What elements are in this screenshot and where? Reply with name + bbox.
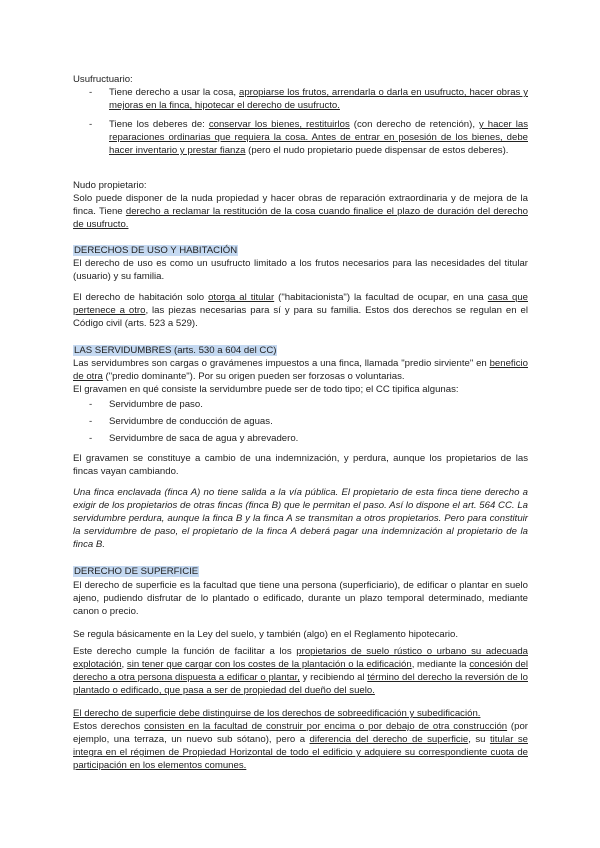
uso-paragraph-1: El derecho de uso es como un usufructo limitado a los frutos necesarios para las necesidades del titular (usuario) y su familia.	[73, 258, 528, 282]
list-item	[73, 398, 528, 411]
text-run: Solo puede disponer de la nuda propiedad y hacer obras de reparación extraordinaria y de mejora de la finca. Tiene	[73, 193, 528, 217]
underlined-text: propietarios de suelo rústico o urbano su adecuada explotación	[73, 646, 528, 670]
servidumbres-paragraph-2: El gravamen en qué consiste la servidumbre puede ser de todo tipo; el CC tipifica algunas:	[73, 384, 459, 395]
dash-bullet: -	[89, 433, 93, 444]
underlined-text: concesión del derecho a otra persona dispuesta a edificar o plantar,	[73, 659, 528, 683]
dash-bullet: -	[89, 119, 93, 130]
superficie-paragraph-3	[73, 645, 528, 697]
text-run: , las piezas necesarias para sí y para su familia. Estos dos derechos se regulan en el Código civil (arts. 523 a 529).	[73, 305, 528, 329]
section-heading-servidumbres	[73, 344, 528, 357]
text-run: y recibiendo al	[299, 672, 368, 683]
usufructuario-label: Usufructuario:	[73, 74, 133, 85]
text-run: Las servidumbres son cargas o gravámenes impuestos a una finca, llamada "predio sirviente" en	[73, 358, 490, 369]
dash-bullet: -	[89, 399, 93, 410]
underlined-text: término del derecho la reversión de lo plantado o edificado, que pasa a ser de propiedad del dueño del suelo.	[73, 672, 528, 696]
heading-text: DERECHOS DE USO Y HABITACIÓN	[74, 245, 238, 256]
underlined-text: y hacer las reparaciones ordinarias que requiera la cosa. Antes de entrar en posesión de los bienes, debe hacer inventario y prestar fianza	[109, 119, 528, 156]
text-run: , mediante la	[411, 659, 470, 670]
underlined-text: casa que pertenece a otro	[73, 292, 528, 316]
superficie-paragraph-2: Se regula básicamente en la Ley del suelo, y también (algo) en el Reglamento hipotecario.	[73, 629, 459, 640]
text-run: Tiene los deberes de:	[109, 119, 209, 130]
text-run: ("predio dominante"). Por su origen pueden ser forzosas o voluntarias.	[102, 371, 405, 382]
heading-text: LAS SERVIDUMBRES (arts. 530 a 604 del CC)	[74, 345, 277, 356]
list-item	[73, 86, 528, 112]
superficie-paragraph-4-heading: El derecho de superficie debe distinguirse de los derechos de sobreedificación y subedificación.	[73, 708, 481, 719]
list-item-text: Servidumbre de paso.	[109, 399, 203, 410]
nudo-label: Nudo propietario:	[73, 180, 147, 191]
text-run: , su	[468, 734, 490, 745]
text-run: El derecho de habitación solo	[73, 292, 209, 303]
text-run: ,	[121, 659, 127, 670]
usufructuario-list	[73, 86, 528, 157]
list-item-text: Servidumbre de saca de agua y abrevadero.	[109, 433, 299, 444]
dash-bullet: -	[89, 87, 93, 98]
heading-text: DERECHO DE SUPERFICIE	[74, 566, 199, 577]
underlined-text: derecho a reclamar la restitución de la cosa cuando finalice el plazo de duración del derecho de usufructo.	[73, 206, 528, 230]
text-run: Tiene derecho a usar la cosa,	[109, 87, 239, 98]
underlined-text: apropiarse los frutos, arrendarla o darla en usufructo, hacer obras y mejoras en la finca, hipotecar el derecho de usufructo.	[109, 87, 529, 111]
list-item-text: Servidumbre de conducción de aguas.	[109, 416, 273, 427]
underlined-text: beneficio de otra	[73, 358, 528, 382]
underlined-text: sin tener que cargar con los costes de la plantación o la edificación	[126, 659, 412, 670]
section-heading-uso	[73, 244, 528, 257]
text-run: (por ejemplo, una terraza, un nuevo sub sótano), pero a	[73, 721, 528, 745]
servidumbres-example: Una finca enclavada (finca A) no tiene salida a la vía pública. El propietario de esta finca tiene derecho a exigir de los propietarios de otras fincas (finca B) que le permitan el paso. Así lo dispone el art. 564 CC. La servidumbre perdura, aunque la finca B y la finca A se transmitan a otros propietarios. Pero para constituir la servidumbre de paso, el propietario de la finca A deberá pagar una indemnización al propietario de la finca B.	[73, 487, 528, 550]
servidumbres-paragraph-3: El gravamen se constituye a cambio de una indemnización, y perdura, aunque los propietarios de las fincas vayan cambiando.	[73, 453, 528, 477]
section-heading-superficie	[73, 565, 528, 578]
underlined-text: conservar los bienes, restituirlos	[208, 119, 350, 130]
text-run: Estos derechos	[73, 721, 145, 732]
underlined-text: consisten en la facultad de construir por encima o por debajo de otra construcción	[144, 721, 508, 732]
superficie-paragraph-1: El derecho de superficie es la facultad que tiene una persona (superficiario), de edificar o plantar en suelo ajeno, pudiendo disfrutar de lo plantado o edificado, durante un plazo temporal determinado, mediante canon o precio.	[73, 580, 528, 617]
list-item	[73, 415, 528, 428]
text-run: Este derecho cumple la función de facilitar a los	[73, 646, 297, 657]
text-run: (pero el nudo propietario puede dispensar de estos deberes).	[245, 145, 509, 156]
underlined-text: otorga al titular	[208, 292, 275, 303]
list-item	[73, 432, 528, 445]
servidumbres-paragraph-1	[73, 357, 528, 383]
underlined-text: titular se integra en el régimen de Propiedad Horizontal de todo el edificio y adquiere su correspondiente cuota de participación en los elementos comunes.	[73, 734, 528, 771]
underlined-text: diferencia del derecho de superficie	[309, 734, 469, 745]
text-run: (con derecho de retención),	[349, 119, 479, 130]
superficie-paragraph-4	[73, 720, 528, 772]
servidumbres-list	[73, 398, 528, 449]
nudo-paragraph	[73, 192, 528, 231]
uso-paragraph-2	[73, 291, 528, 330]
list-item	[73, 118, 528, 157]
text-run: ("habitacionista") la facultad de ocupar, en una	[274, 292, 488, 303]
dash-bullet: -	[89, 416, 93, 427]
